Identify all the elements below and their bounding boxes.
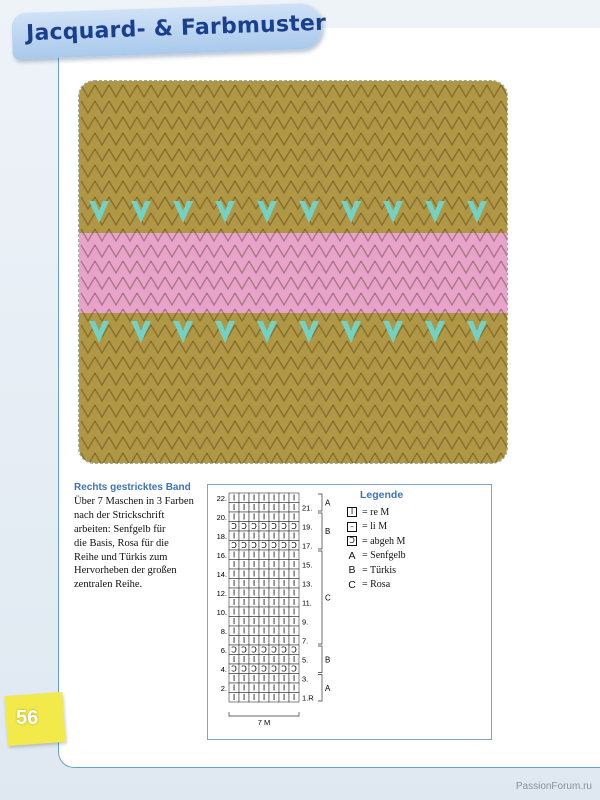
chart-symbol: Ↄ [241,522,247,531]
chart-symbol: I [292,598,296,607]
chart-symbol: I [262,607,266,617]
chart-symbol: I [232,493,236,503]
row-number-left: 6. [220,646,227,655]
chart-symbol: I [262,598,266,607]
chart-symbol: I [252,588,256,598]
chart-symbol: Ↄ [291,645,297,655]
chart-symbol: Ↄ [271,541,277,550]
chart-symbol: I [262,588,266,598]
description-line: Über 7 Maschen in 3 Farben [74,496,194,508]
chart-symbol: I [242,674,246,683]
chart-symbol: I [272,560,276,569]
row-number-right: 1.R [302,693,314,703]
section-bracket [318,646,322,673]
chart-symbol: I [282,655,286,664]
row-number-left: 18. [216,532,227,541]
chart-symbol: I [292,674,296,683]
chart-symbol: I [262,560,266,569]
chart-symbol: I [242,569,246,579]
chart-symbol: I [282,579,286,588]
legend [345,489,485,592]
chart-symbol: I [242,598,246,607]
knitting-chart [207,484,337,740]
chart-symbol: I [262,636,266,645]
chart-symbol: I [262,693,266,702]
chart-symbol: I [242,493,246,503]
chart-symbol: I [282,617,286,626]
chart-symbol: Ↄ [231,645,237,655]
chart-symbol: I [282,569,286,579]
chart-symbol: I [292,617,296,626]
chart-symbol: I [252,560,256,569]
chart-symbol: I [282,503,286,512]
chart-symbol: I [272,617,276,626]
chart-symbol: I [232,503,236,512]
width-bracket [229,712,299,716]
chart-symbol: I [282,636,286,645]
section-bracket [318,494,322,511]
chart-symbol: I [242,579,246,588]
chart-symbol: I [262,503,266,512]
description-line: nach der Strickschrift [74,510,165,522]
row-number-left: 20. [216,513,227,522]
chart-symbol: I [282,674,286,683]
chart-symbol: I [272,693,276,702]
row-number-right: 17. [302,541,313,551]
chart-symbol: I [272,598,276,607]
chart-symbol: Ↄ [241,645,247,655]
chart-symbol: I [262,493,266,503]
row-number-left: 2. [220,684,227,693]
chart-symbol: I [292,579,296,588]
chart-symbol: I [282,607,286,617]
chart-symbol: I [262,531,266,541]
chart-symbol: I [282,598,286,607]
chart-symbol: I [282,493,286,503]
chart-symbol: Ↄ [281,645,287,655]
row-number-right: 7. [302,636,309,646]
legend-item [345,505,485,520]
chart-symbol: I [292,503,296,512]
row-number-right: 3. [302,674,309,684]
chart-symbol: I [232,693,236,702]
chart-symbol: I [282,626,286,636]
legend-text: = Senfgelb [362,550,406,562]
section-label: A [325,498,331,508]
chart-symbol: I [272,579,276,588]
chart-symbol: I [242,693,246,702]
chart-symbol: I [232,626,236,636]
row-number-left: 4. [220,665,227,674]
row-number-right: 11. [302,598,312,608]
chart-symbol: I [272,569,276,579]
chart-symbol: I [252,531,256,541]
chart-symbol: I [292,512,296,522]
chart-symbol: I [242,655,246,664]
chart-symbol: Ↄ [271,664,277,674]
chart-symbol: I [272,683,276,693]
chart-symbol: I [242,617,246,626]
chart-symbol: I [252,674,256,683]
row-number-left: 8. [220,627,227,636]
chart-symbol: I [292,531,296,541]
chart-symbol: I [292,607,296,617]
chart-symbol: Ↄ [271,645,277,655]
chart-symbol: I [292,683,296,693]
chart-symbol: I [252,493,256,503]
knitting-photo [78,80,508,464]
row-number-left: 16. [216,551,227,560]
chart-symbol: I [252,655,256,664]
chart-symbol: I [232,588,236,598]
section-bracket [318,513,322,549]
color-code-b: B [348,564,356,577]
chart-symbol: I [252,569,256,579]
chart-symbol: I [282,531,286,541]
chart-symbol: Ↄ [241,541,247,550]
chart-symbol: I [292,560,296,569]
row-number-right: 13. [302,579,313,589]
chart-symbol: I [282,693,286,702]
chart-symbol: I [242,560,246,569]
watermark: PassionForum.ru [515,781,592,792]
chart-symbol: I [242,531,246,541]
chart-symbol: I [272,550,276,560]
chart-symbol: I [282,512,286,522]
section-label: C [325,593,331,603]
chart-symbol: I [232,560,236,569]
row-number-right: 15. [302,560,313,570]
chart-symbol: I [242,503,246,512]
chart-symbol: I [292,569,296,579]
chart-symbol: I [232,579,236,588]
chart-symbol: Ↄ [251,664,257,674]
chart-symbol: I [232,550,236,560]
description-line: zentralen Reihe. [74,579,143,591]
chart-symbol: I [252,512,256,522]
chart-symbol: I [262,550,266,560]
chart-symbol: Ↄ [291,522,297,531]
purl-symbol-icon: – [347,522,357,532]
chart-symbol: I [282,550,286,560]
pattern-description [74,481,204,592]
chart-symbol: Ↄ [231,664,237,674]
chart-symbol: Ↄ [291,541,297,550]
chart-symbol: I [292,693,296,702]
chart-symbol: Ↄ [231,522,237,531]
chart-symbol: I [282,588,286,598]
chart-symbol: Ↄ [261,664,267,674]
chart-symbol: I [232,531,236,541]
chart-symbol: Ↄ [241,664,247,674]
legend-text: = Rosa [362,579,391,591]
legend-text: = Türkis [362,564,397,576]
row-number-left: 10. [216,608,227,617]
description-title: Rechts gestricktes Band [74,482,191,493]
legend-title: Legende [360,489,404,501]
chart-symbol: I [252,607,256,617]
chart-symbol: I [272,607,276,617]
chart-symbol: I [232,512,236,522]
section-label: B [325,527,331,536]
chart-symbol: I [252,617,256,626]
chart-symbol: I [262,626,266,636]
chart-symbol: I [232,636,236,645]
chart-symbol: I [232,674,236,683]
chart-symbol: I [252,626,256,636]
chart-symbol: I [252,636,256,645]
chart-symbol: I [242,512,246,522]
chart-symbol: I [242,626,246,636]
description-line: die Basis, Rosa für die [74,537,169,549]
page-number: 56 [16,707,39,729]
chart-symbol: I [292,588,296,598]
row-number-left: 12. [216,589,227,598]
section-bracket [318,675,322,702]
knitting-swatch-image [79,81,508,464]
slip-symbol-icon: Ↄ [347,536,357,546]
legend-item [345,563,485,578]
chart-symbol: I [252,598,256,607]
chart-symbol: I [282,683,286,693]
row-number-left: 14. [216,570,227,579]
chart-symbol: Ↄ [291,664,297,674]
chart-symbol: I [262,579,266,588]
chart-symbol: I [272,626,276,636]
row-number-right: 19. [302,522,313,532]
chart-symbol: I [232,617,236,626]
chart-symbol: I [292,493,296,503]
section-bracket [318,551,322,644]
chart-symbol: I [292,636,296,645]
width-label: 7 M [257,718,271,727]
legend-item [345,520,485,535]
chart-symbol: I [262,674,266,683]
chart-symbol: I [242,607,246,617]
chart-symbol: Ↄ [251,522,257,531]
chart-symbol: Ↄ [251,541,257,550]
color-code-c: C [348,578,356,591]
chart-symbol: I [232,655,236,664]
description-line: Hervorheben der großen [74,565,177,577]
legend-item [345,549,485,564]
chart-symbol: I [292,550,296,560]
row-number-left: 22. [216,494,227,503]
chart-symbol: I [252,683,256,693]
chart-symbol: I [242,550,246,560]
chart-symbol: I [292,655,296,664]
chart-symbol: I [272,531,276,541]
chart-symbol: I [232,598,236,607]
chart-symbol: I [292,626,296,636]
chart-symbol: I [272,588,276,598]
chart-symbol: I [262,569,266,579]
chart-symbol: I [242,683,246,693]
chart-symbol: I [232,607,236,617]
chart-symbol: Ↄ [281,541,287,550]
chart-symbol: I [252,550,256,560]
chart-symbol: I [252,579,256,588]
chart-symbol: I [242,588,246,598]
section-label: B [325,655,331,665]
chart-symbol: I [262,655,266,664]
chart-symbol: I [272,636,276,645]
knit-symbol-icon: I [347,507,357,517]
chart-symbol: I [242,636,246,645]
chart-symbol: I [262,512,266,522]
chart-symbol: I [232,569,236,579]
chart-symbol: I [252,503,256,512]
page-title: Jacquard- & Farbmuster [25,10,327,47]
chart-symbol: I [272,512,276,522]
chart-symbol: I [272,655,276,664]
chart-symbol: Ↄ [281,664,287,674]
legend-text: = li M [362,521,388,533]
chart-symbol: I [282,560,286,569]
row-number-right: 5. [302,655,309,665]
legend-text: = abgeh M [362,535,406,547]
chart-symbol: I [272,493,276,503]
color-code-a: A [348,549,356,562]
chart-symbol: Ↄ [251,645,257,655]
chart-symbol: I [272,674,276,683]
section-label: A [325,683,331,693]
chart-symbol: Ↄ [261,645,267,655]
chart-symbol: I [262,683,266,693]
chart-symbol: Ↄ [261,522,267,531]
legend-item [345,578,485,593]
row-number-right: 21. [302,503,313,513]
description-line: Reihe und Türkis zum [74,551,168,563]
chart-symbol: Ↄ [281,522,287,531]
legend-text: = re M [362,506,390,518]
chart-symbol: Ↄ [261,541,267,550]
row-number-right: 9. [302,617,309,627]
chart-symbol: I [272,503,276,512]
chart-symbol: Ↄ [231,541,237,550]
chart-symbol: I [262,617,266,626]
chart-symbol: I [252,693,256,702]
chart-symbol: Ↄ [271,522,277,531]
description-line: arbeiten: Senfgelb für [74,523,166,535]
legend-item [345,534,485,549]
chart-symbol: I [232,683,236,693]
